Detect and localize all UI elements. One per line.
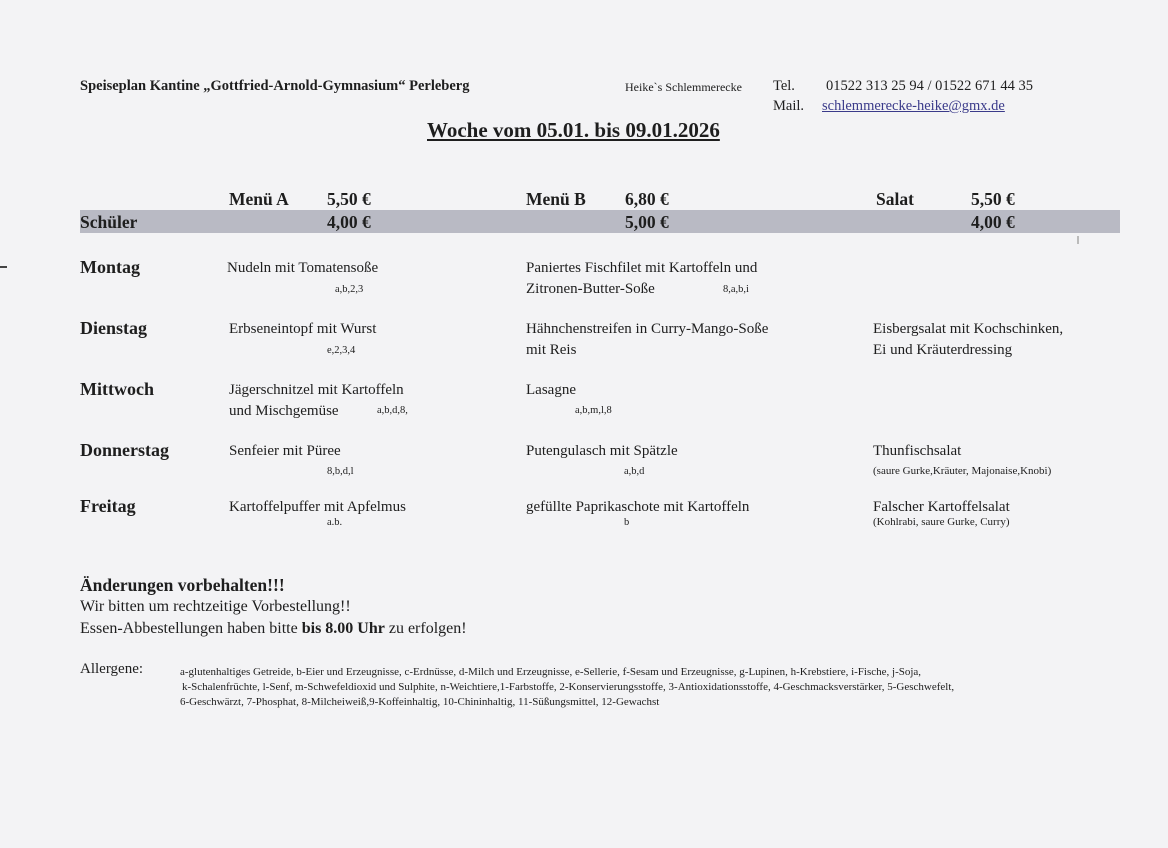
day-montag: Montag bbox=[80, 257, 140, 277]
freitag-salad-note: (Kohlrabi, saure Gurke, Curry) bbox=[873, 516, 1010, 528]
mittwoch-menu-b-allergens: a,b,m,l,8 bbox=[575, 405, 612, 416]
donnerstag-salad-note: (saure Gurke,Kräuter, Majonaise,Knobi) bbox=[873, 465, 1052, 477]
montag-menu-a: Nudeln mit Tomatensoße bbox=[227, 260, 379, 276]
cancellation-text-start: Essen-Abbestellungen haben bitte bbox=[80, 620, 302, 637]
student-price-a: 4,00 € bbox=[327, 212, 371, 232]
salad-price: 5,50 € bbox=[971, 189, 1015, 209]
student-price-salad: 4,00 € bbox=[971, 212, 1015, 232]
email-label: Mail. bbox=[773, 98, 805, 114]
freitag-menu-b: gefüllte Paprikaschote mit Kartoffeln bbox=[526, 499, 750, 515]
dienstag-menu-a: Erbseneintopf mit Wurst bbox=[229, 321, 377, 337]
cancellation-deadline: bis 8.00 Uhr bbox=[301, 620, 385, 637]
day-mittwoch: Mittwoch bbox=[80, 379, 154, 399]
menu-a-label: Menü A bbox=[229, 189, 289, 209]
montag-menu-b-line2: Zitronen-Butter-Soße bbox=[526, 281, 655, 297]
scan-mark bbox=[1077, 236, 1079, 244]
student-price-band bbox=[80, 210, 1120, 233]
cancellation-text-end: zu erfolgen! bbox=[384, 620, 467, 637]
freitag-menu-a: Kartoffelpuffer mit Apfelmus bbox=[229, 499, 406, 515]
caterer-name: Heike`s Schlemmerecke bbox=[625, 80, 742, 94]
allergen-list-line3: 6-Geschwärzt, 7-Phosphat, 8-Milcheiweiß,9-Koffeinhaltig, 10-Chininhaltig, 11-Süßungsmittel, 12-Gewachst bbox=[180, 696, 660, 708]
phone-label: Tel. bbox=[773, 78, 795, 94]
salad-label: Salat bbox=[876, 189, 914, 209]
week-heading: Woche vom 05.01. bis 09.01.2026 bbox=[427, 118, 720, 142]
day-dienstag: Dienstag bbox=[80, 318, 147, 338]
day-donnerstag: Donnerstag bbox=[80, 440, 169, 460]
freitag-menu-b-allergens: b bbox=[624, 517, 630, 528]
freitag-salad: Falscher Kartoffelsalat bbox=[873, 499, 1010, 515]
menu-a-price: 5,50 € bbox=[327, 189, 371, 209]
mittwoch-menu-b: Lasagne bbox=[526, 382, 576, 398]
scan-mark bbox=[0, 266, 7, 268]
preorder-request: Wir bitten um rechtzeitige Vorbestellung!! bbox=[80, 598, 351, 615]
menu-b-price: 6,80 € bbox=[625, 189, 669, 209]
menu-title: Speiseplan Kantine „Gottfried-Arnold-Gymnasium“ Perleberg bbox=[80, 78, 470, 94]
dienstag-menu-a-allergens: e,2,3,4 bbox=[327, 345, 356, 356]
menu-b-label: Menü B bbox=[526, 189, 586, 209]
montag-menu-a-allergens: a,b,2,3 bbox=[335, 284, 364, 295]
day-freitag: Freitag bbox=[80, 496, 136, 516]
allergen-list-line2: k-Schalenfrüchte, l-Senf, m-Schwefeldioxid und Sulphite, n-Weichtiere,1-Farbstoffe, 2-Konservierungsstoffe, 3-Antioxidationsstoffe, 4-Geschmacksverstärker, 5-Geschwefelt, bbox=[182, 681, 955, 693]
donnerstag-menu-a: Senfeier mit Püree bbox=[229, 443, 341, 459]
mittwoch-menu-a-line2: und Mischgemüse bbox=[229, 403, 339, 419]
freitag-menu-a-allergens: a.b. bbox=[327, 517, 343, 528]
cancellation-notice bbox=[80, 620, 467, 638]
donnerstag-menu-b-allergens: a,b,d bbox=[624, 466, 645, 477]
donnerstag-menu-b: Putengulasch mit Spätzle bbox=[526, 443, 678, 459]
dienstag-salad-line2: Ei und Kräuterdressing bbox=[873, 342, 1013, 358]
student-price-b: 5,00 € bbox=[625, 212, 669, 232]
phone-numbers: 01522 313 25 94 / 01522 671 44 35 bbox=[826, 78, 1034, 94]
allergen-list-line1: a-glutenhaltiges Getreide, b-Eier und Erzeugnisse, c-Erdnüsse, d-Milch und Erzeugnisse, e-Sellerie, f-Sesam und Erzeugnisse, g-Lupinen, h-Krebstiere, i-Fische, j-Soja, bbox=[180, 666, 922, 678]
changes-notice: Änderungen vorbehalten!!! bbox=[80, 575, 285, 595]
dienstag-salad: Eisbergsalat mit Kochschinken, bbox=[873, 321, 1064, 337]
dienstag-menu-b-line2: mit Reis bbox=[526, 342, 577, 358]
donnerstag-menu-a-allergens: 8,b,d,l bbox=[327, 466, 354, 477]
student-label: Schüler bbox=[80, 212, 138, 232]
montag-menu-b: Paniertes Fischfilet mit Kartoffeln und bbox=[526, 260, 758, 276]
donnerstag-salad: Thunfischsalat bbox=[873, 443, 962, 459]
mittwoch-menu-a-allergens: a,b,d,8, bbox=[377, 405, 408, 416]
email-link[interactable]: schlemmerecke-heike@gmx.de bbox=[822, 98, 1005, 114]
montag-menu-b-allergens: 8,a,b,i bbox=[723, 284, 749, 295]
mittwoch-menu-a: Jägerschnitzel mit Kartoffeln bbox=[229, 382, 404, 398]
allergen-label: Allergene: bbox=[80, 661, 144, 677]
dienstag-menu-b: Hähnchenstreifen in Curry-Mango-Soße bbox=[526, 321, 769, 337]
